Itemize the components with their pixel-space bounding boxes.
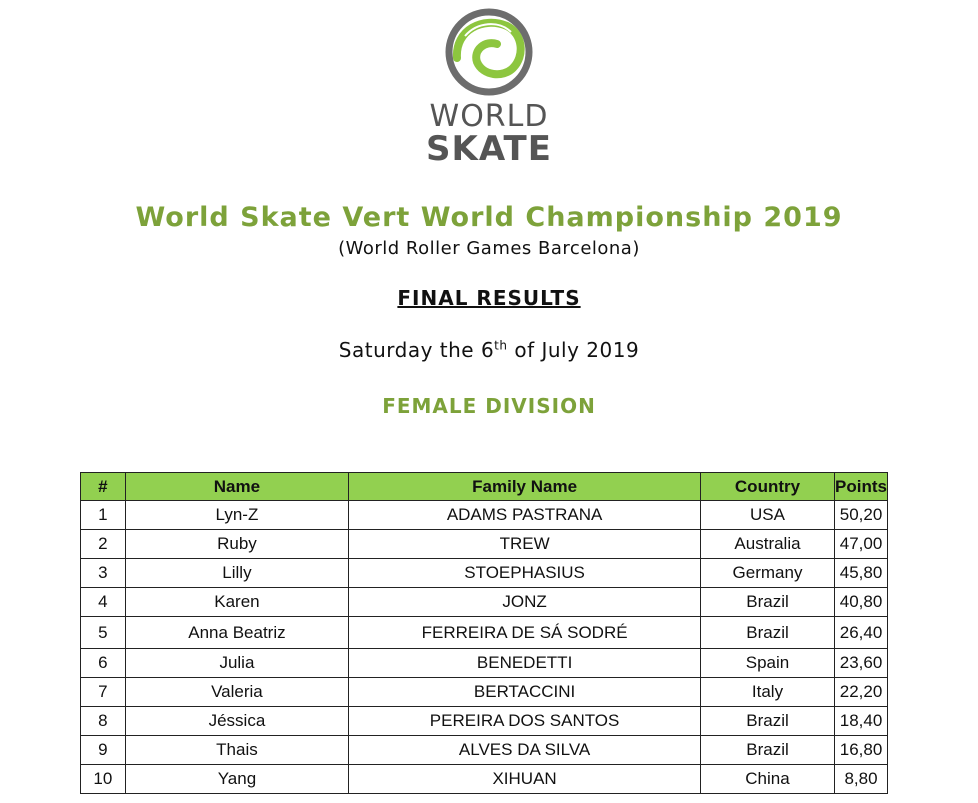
date-prefix: Saturday the 6 <box>338 338 495 362</box>
col-header-name: Name <box>125 473 349 501</box>
logo-word-skate: SKATE <box>426 129 552 169</box>
family-name-cell: ALVES DA SILVA <box>349 736 701 765</box>
country-cell: Australia <box>700 530 834 559</box>
division-heading: FEMALE DIVISION <box>382 394 596 418</box>
name-cell: Lyn-Z <box>125 501 349 530</box>
country-cell: Brazil <box>700 588 834 617</box>
page-title: World Skate Vert World Championship 2019 <box>135 202 843 233</box>
col-header-country: Country <box>700 473 834 501</box>
country-cell: China <box>700 765 834 794</box>
family-name-cell: PEREIRA DOS SANTOS <box>349 707 701 736</box>
rank-cell: 2 <box>81 530 126 559</box>
date-ordinal-suffix: th <box>494 338 508 353</box>
col-header-points: Points <box>835 473 888 501</box>
results-table-body <box>81 501 888 794</box>
country-cell: Brazil <box>700 707 834 736</box>
family-name-cell: BERTACCINI <box>349 678 701 707</box>
country-cell: USA <box>700 501 834 530</box>
rank-cell: 3 <box>81 559 126 588</box>
country-cell: Brazil <box>700 736 834 765</box>
name-cell: Thais <box>125 736 349 765</box>
points-cell: 47,00 <box>835 530 888 559</box>
rank-cell: 9 <box>81 736 126 765</box>
country-cell: Brazil <box>700 617 834 649</box>
header-row <box>81 473 888 501</box>
col-header-rank: # <box>81 473 126 501</box>
rank-cell: 7 <box>81 678 126 707</box>
country-cell: Germany <box>700 559 834 588</box>
table-row <box>81 501 888 530</box>
country-cell: Spain <box>700 649 834 678</box>
points-cell: 50,20 <box>835 501 888 530</box>
points-cell: 40,80 <box>835 588 888 617</box>
points-cell: 45,80 <box>835 559 888 588</box>
final-results-heading <box>0 286 978 310</box>
family-name-cell: ADAMS PASTRANA <box>349 501 701 530</box>
col-header-family-name: Family Name <box>349 473 701 501</box>
rank-cell: 4 <box>81 588 126 617</box>
table-row <box>81 765 888 794</box>
family-name-cell: JONZ <box>349 588 701 617</box>
rank-cell: 8 <box>81 707 126 736</box>
table-row <box>81 588 888 617</box>
logo-word-world: WORLD <box>429 99 549 134</box>
name-cell: Lilly <box>125 559 349 588</box>
table-row <box>81 559 888 588</box>
family-name-cell: TREW <box>349 530 701 559</box>
points-cell: 16,80 <box>835 736 888 765</box>
name-cell: Yang <box>125 765 349 794</box>
family-name-cell: FERREIRA DE SÁ SODRÉ <box>349 617 701 649</box>
table-row <box>81 617 888 649</box>
table-row <box>81 736 888 765</box>
family-name-cell: BENEDETTI <box>349 649 701 678</box>
name-cell: Karen <box>125 588 349 617</box>
results-table-header <box>81 473 888 501</box>
final-results-label: FINAL RESULTS <box>397 286 581 310</box>
table-row <box>81 530 888 559</box>
points-cell: 22,20 <box>835 678 888 707</box>
rank-cell: 5 <box>81 617 126 649</box>
rank-cell: 1 <box>81 501 126 530</box>
family-name-cell: STOEPHASIUS <box>349 559 701 588</box>
points-cell: 23,60 <box>835 649 888 678</box>
name-cell: Anna Beatriz <box>125 617 349 649</box>
family-name-cell: XIHUAN <box>349 765 701 794</box>
name-cell: Ruby <box>125 530 349 559</box>
name-cell: Jéssica <box>125 707 349 736</box>
name-cell: Julia <box>125 649 349 678</box>
table-row <box>81 649 888 678</box>
event-date <box>0 338 978 362</box>
rank-cell: 6 <box>81 649 126 678</box>
points-cell: 8,80 <box>835 765 888 794</box>
rank-cell: 10 <box>81 765 126 794</box>
date-suffix: of July 2019 <box>507 338 640 362</box>
points-cell: 26,40 <box>835 617 888 649</box>
page-subtitle: (World Roller Games Barcelona) <box>338 238 640 259</box>
table-row <box>81 678 888 707</box>
world-skate-emblem-icon <box>443 6 535 98</box>
table-row <box>81 707 888 736</box>
points-cell: 18,40 <box>835 707 888 736</box>
results-table <box>80 472 888 794</box>
world-skate-logo <box>0 6 978 169</box>
country-cell: Italy <box>700 678 834 707</box>
name-cell: Valeria <box>125 678 349 707</box>
